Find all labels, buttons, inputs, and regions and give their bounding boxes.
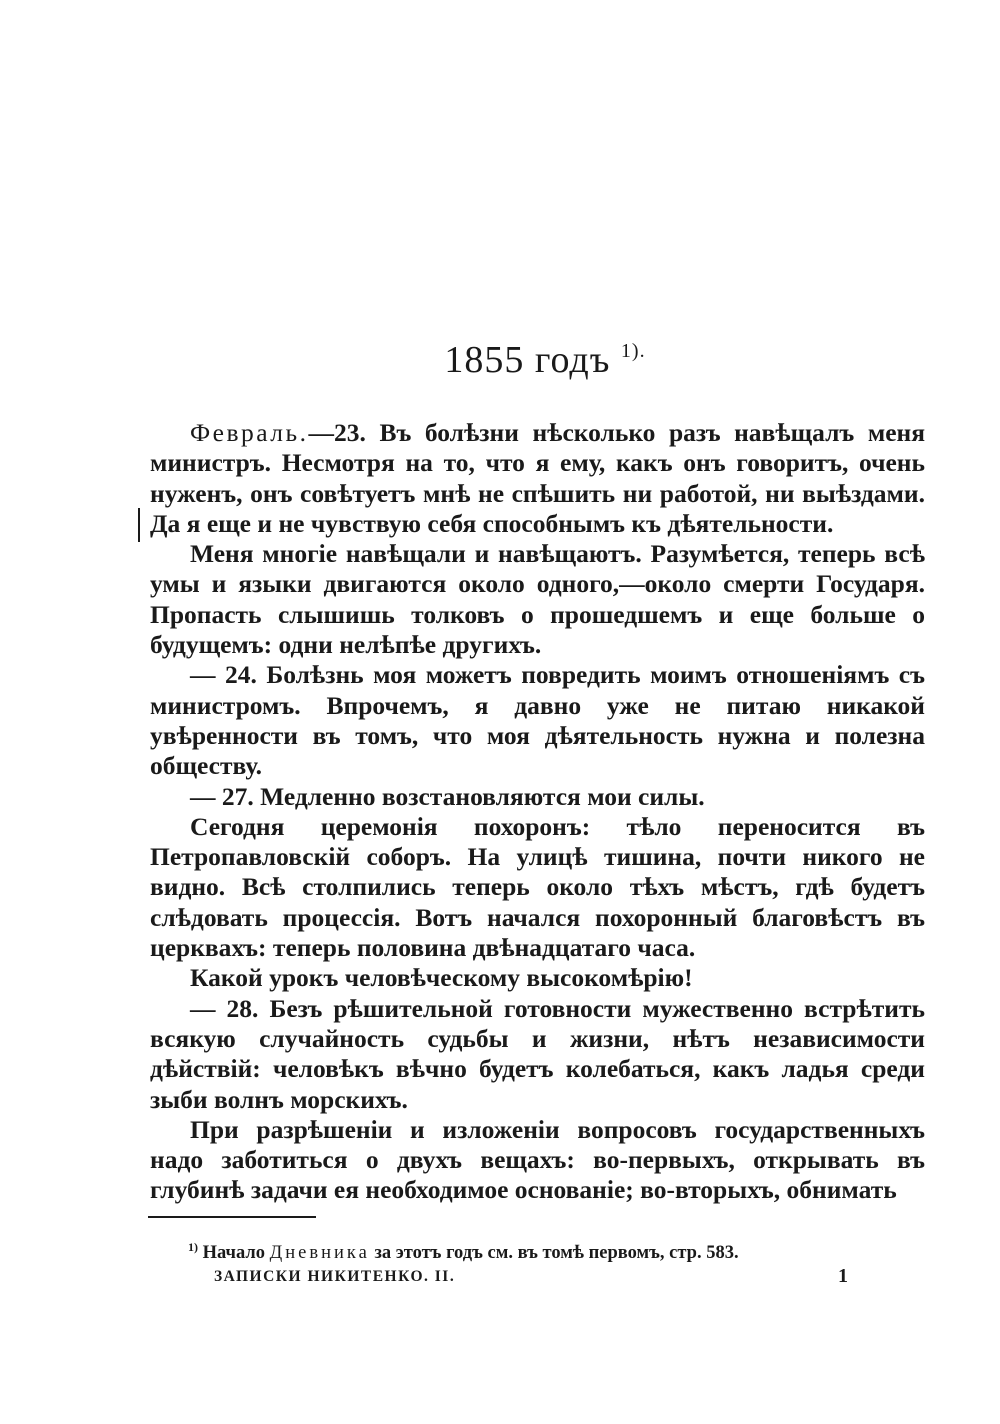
heading-footnote-mark: 1). [620, 340, 646, 362]
paragraph: — 28. Безъ рѣшительной готовности мужественно встрѣтить всякую случайность судьбы и жизни, нѣтъ независимости дѣйствій: человѣкъ вѣчно будетъ колебаться, какъ ладья среди зыби волнъ морскихъ. [150, 993, 925, 1114]
footnote-lead: Начало [202, 1243, 265, 1264]
heading-title: 1855 годъ [444, 339, 611, 381]
paragraph: Сегодня церемонія похоронъ: тѣло переносится въ Петропавловскій соборъ. На улицѣ тишина, почти никого не видно. Всѣ столпились теперь около тѣхъ мѣстъ, гдѣ будетъ слѣдовать процессія. Вотъ начался похоронный благовѣстъ въ церквахъ: теперь половина двѣнадцатаго часа. [150, 811, 925, 963]
paragraph: Меня многіе навѣщали и навѣщаютъ. Разумѣется, теперь всѣ умы и языки двигаются около одного,—около смерти Государя. Пропасть слышишь толковъ о прошедшемъ и еще больше о будущемъ: одни нелѣпѣе другихъ. [150, 539, 925, 660]
footnote-divider [148, 1216, 316, 1218]
paragraph: При разрѣшеніи и изложеніи вопросовъ государственныхъ надо заботиться о двухъ вещахъ: во-первыхъ, открывать въ глубинѣ задачи ея необходимое основаніе; во-вторыхъ, обнимать [150, 1114, 925, 1205]
printer-signature: ЗАПИСКИ НИКИТЕНКО. II. [214, 1268, 456, 1285]
paragraph: Какой урокъ человѣческому высокомѣрію! [190, 963, 693, 993]
margin-mark [138, 508, 140, 542]
footnote [188, 1240, 908, 1264]
sheet-number: 1 [838, 1265, 848, 1287]
paragraph: — 27. Медленно возстановляются мои силы. [190, 781, 705, 811]
paragraph [150, 418, 925, 539]
paragraph: — 24. Болѣзнь моя можетъ повредить моимъ отношеніямъ съ министромъ. Впрочемъ, я давно уже не питаю никакой увѣренности въ томъ, что моя дѣятельность нужна и полезна обществу. [150, 660, 925, 781]
month-label: Февраль. [190, 418, 309, 447]
footnote-spaced-word: Дневника [269, 1243, 370, 1264]
footnote-mark: 1) [188, 1240, 198, 1254]
paragraph-text: —23. Въ болѣзни нѣсколько разъ навѣщалъ меня министръ. Несмотря на то, что я ему, какъ онъ говоритъ, очень нуженъ, онъ совѣтуетъ мнѣ не спѣшить ни работой, ни выѣздами. Да я еще и не чувствую себя способнымъ къ дѣятельности. [150, 418, 925, 538]
page-heading [0, 338, 1000, 382]
footnote-text: за этотъ годъ см. въ томѣ первомъ, стр. 583. [374, 1243, 739, 1264]
body-text [150, 418, 925, 1206]
